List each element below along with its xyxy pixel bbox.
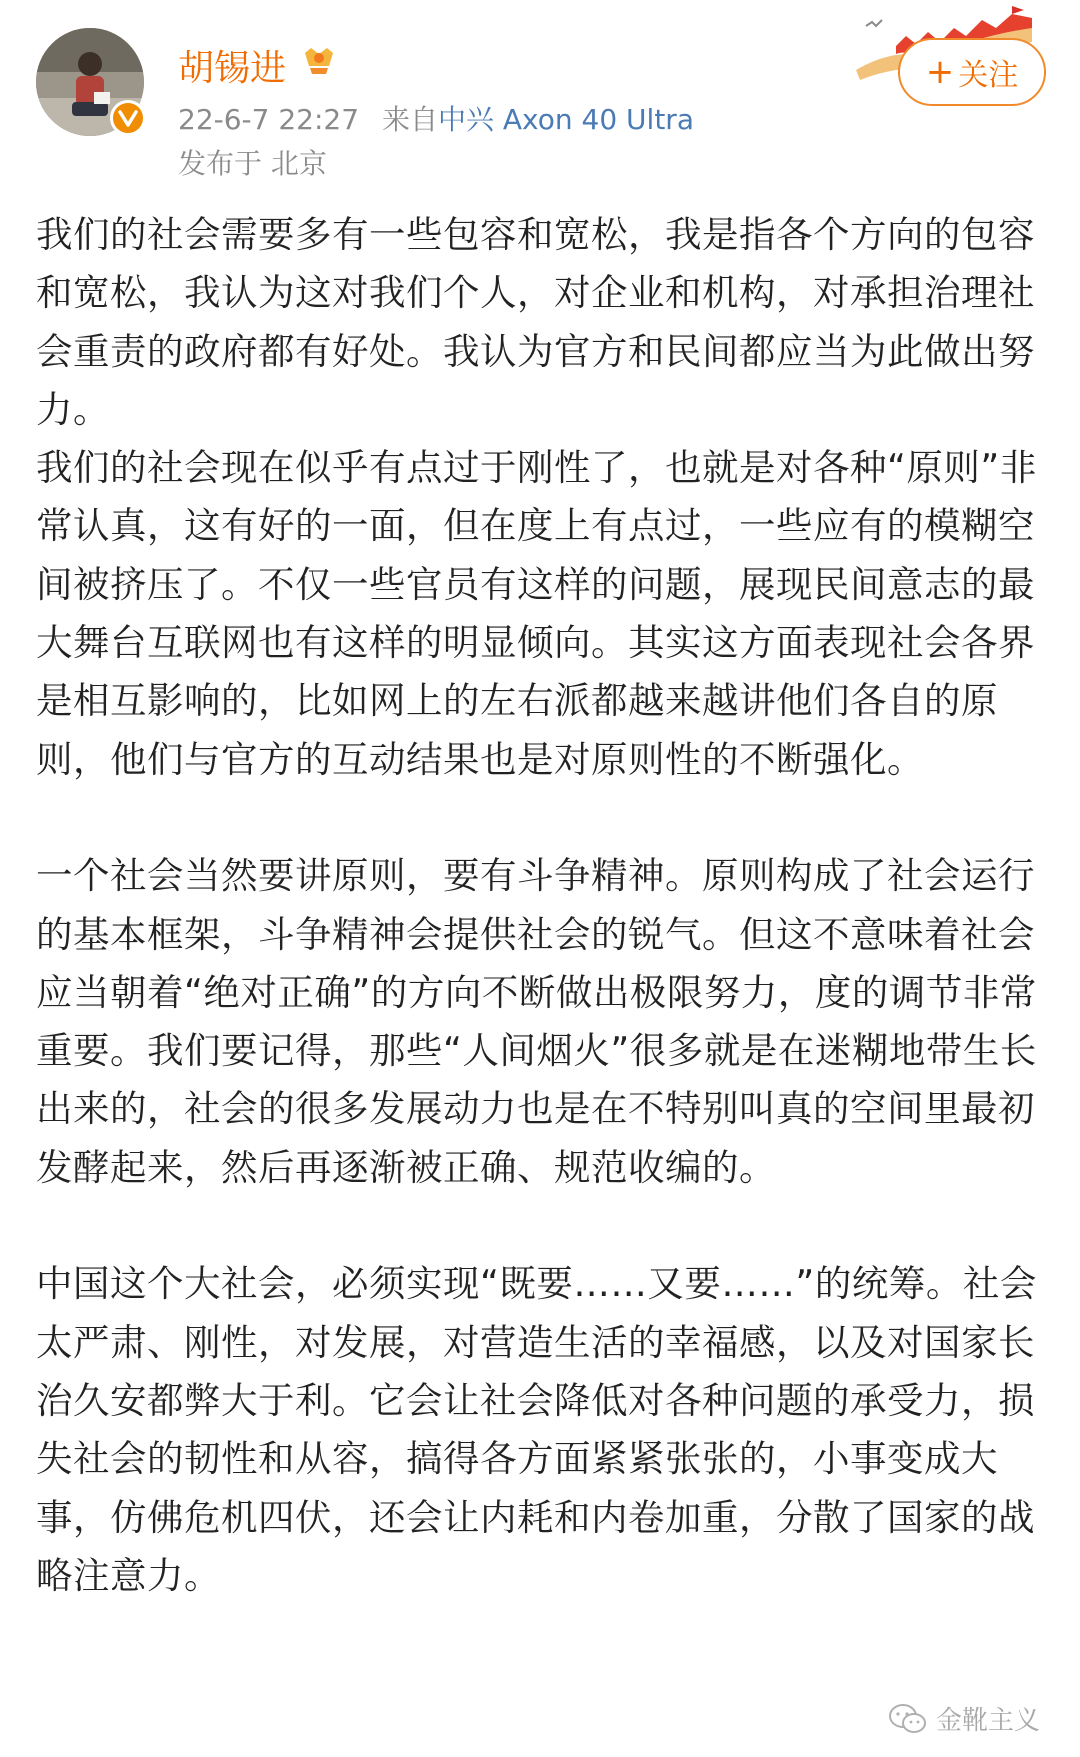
paragraph-gap bbox=[36, 789, 1044, 847]
username[interactable]: 胡锡进 bbox=[178, 48, 287, 89]
post-body bbox=[36, 206, 1044, 1605]
post-meta bbox=[178, 98, 694, 138]
watermark-text: 金靴主义 bbox=[936, 1706, 1041, 1736]
wechat-logo-icon bbox=[888, 1703, 928, 1735]
post-timestamp: 22-6-7 22:27 bbox=[178, 103, 360, 136]
follow-label: 关注 bbox=[958, 58, 1019, 93]
vip-badge-icon[interactable] bbox=[302, 44, 336, 80]
post-paragraph: 我们的社会需要多有一些包容和宽松，我是指各个方向的包容和宽松，我认为这对我们个人，对企业和机构，对承担治理社会重责的政府都有好处。我认为官方和民间都应当为此做出努力。 bbox=[36, 213, 1035, 431]
watermark bbox=[888, 1700, 1040, 1737]
post-paragraph: 我们的社会现在似乎有点过于刚性了，也就是对各种“原则”非常认真，这有好的一面，但在度上有点过，一些应有的模糊空间被挤压了。不仅一些官员有这样的问题，展现民间意志的最大舞台互联网也有这样的明显倾向。其实这方面表现社会各界是相互影响的，比如网上的左右派都越来越讲他们各自的原则，他们与官方的互动结果也是对原则性的不断强化。 bbox=[36, 446, 1037, 781]
follow-button[interactable] bbox=[898, 38, 1046, 106]
paragraph-gap bbox=[36, 1197, 1044, 1255]
source-prefix: 来自 bbox=[381, 103, 438, 136]
post-location: 发布于 北京 bbox=[178, 147, 327, 180]
post-paragraph: 一个社会当然要讲原则，要有斗争精神。原则构成了社会运行的基本框架，斗争精神会提供社会的锐气。但这不意味着社会应当朝着“绝对正确”的方向不断做出极限努力，度的调节非常重要。我们要记得，那些“人间烟火”很多就是在迷糊地带生长出来的，社会的很多发展动力也是在不特别叫真的空间里最初发酵起来，然后再逐渐被正确、规范收编的。 bbox=[36, 854, 1037, 1189]
post-header bbox=[0, 0, 1080, 200]
plus-icon: + bbox=[925, 52, 955, 92]
verified-v-badge-icon bbox=[110, 100, 146, 136]
post-paragraph: 中国这个大社会，必须实现“既要……又要……”的统筹。社会太严肃、刚性，对发展，对营造生活的幸福感，以及对国家长治久安都弊大于利。它会让社会降低对各种问题的承受力，损失社会的韧性和从容，搞得各方面紧紧张张的，小事变成大事，仿佛危机四伏，还会让内耗和内卷加重，分散了国家的战略注意力。 bbox=[36, 1262, 1037, 1597]
device-link[interactable]: 中兴 Axon 40 Ultra bbox=[437, 103, 694, 136]
